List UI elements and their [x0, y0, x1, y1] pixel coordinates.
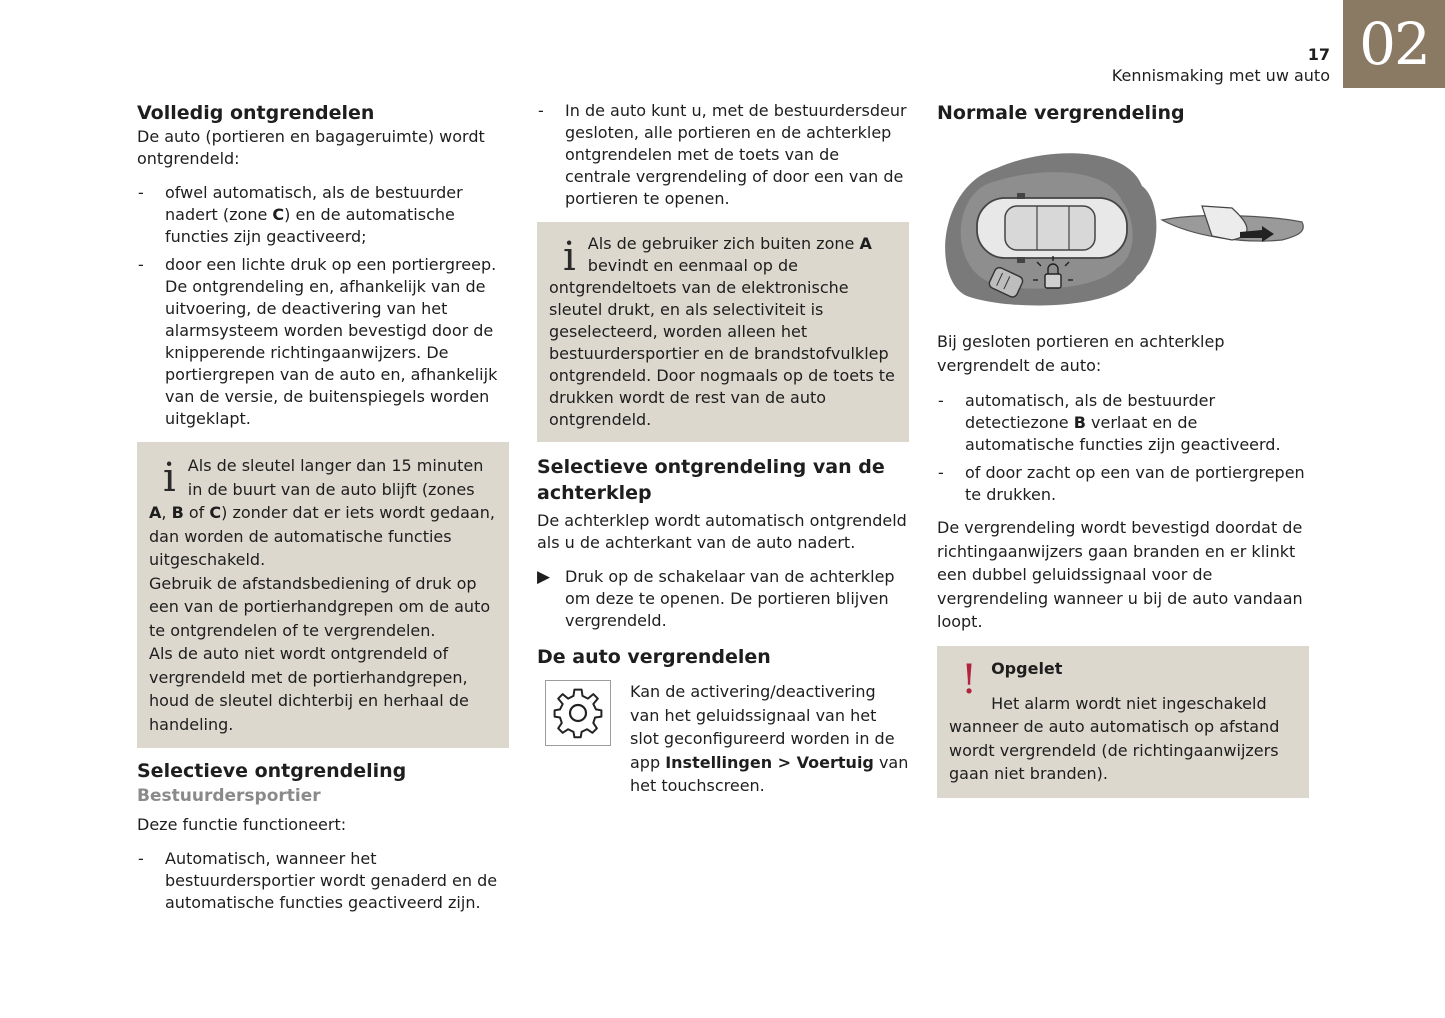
list-item: - In de auto kunt u, met de bestuurdersdeur gesloten, alle portieren en de achterklep ontgrendelen met de toets van de centrale vergrendeling of door een van de portieren te openen. [537, 100, 909, 210]
info-text: Als de gebruiker zich buiten zone A bevindt en eenmaal op de ontgrendeltoets van de elektronische sleutel drukt, en als selectiviteit is geselecteerd, worden alleen het bestuurdersportier en de brandstofvulklep ontgrendeld. Door nogmaals op de toets te drukken wordt de rest van de auto ontgrendeld. [549, 234, 895, 429]
selective-list [137, 848, 509, 914]
gear-icon [545, 680, 611, 746]
warning-title: Opgelet [991, 658, 1063, 678]
warning-box [937, 646, 1309, 798]
info-text: Als de sleutel langer dan 15 minuten in de buurt van de auto blijft (zones A, B of C) zonder dat er iets wordt gedaan, dan worden de automatische functies uitgeschakeld. [149, 456, 495, 569]
heading-normal-lock: Normale vergrendeling [937, 102, 1185, 124]
info-icon: i [563, 234, 576, 280]
info-text: Gebruik de afstandsbediening of druk op een van de portierhandgrepen om de auto te ontgrendelen of te vergrendelen. [149, 573, 491, 640]
chapter-number-tab: 02 [1343, 0, 1445, 88]
page-number: 17 [1307, 45, 1330, 64]
warning-text: Het alarm wordt niet ingeschakeld wanneer de auto automatisch op afstand wordt vergrendeld (de richtingaanwijzers gaan niet branden). [949, 693, 1280, 783]
gear-note [537, 670, 909, 798]
heading-lock-car: De auto vergrendelen [537, 646, 771, 668]
warning-icon: ! [961, 656, 978, 703]
function-text: Deze functie functioneert: [137, 815, 347, 834]
lock-illustration [937, 146, 1309, 306]
normal-lock-intro: Bij gesloten portieren en achterklep vergrendelt de auto: [937, 332, 1225, 375]
column-right [937, 100, 1309, 798]
tailgate-intro: De achterklep wordt automatisch ontgrendeld als u de achterkant van de auto nadert. [537, 511, 907, 552]
info-text: Als de auto niet wordt ontgrendeld of vergrendeld met de portierhandgrepen, houd de sleutel dichterbij en herhaal de handeling. [149, 644, 469, 734]
info-box-selectivity [537, 222, 909, 442]
column-left [137, 100, 509, 914]
interior-unlock-list [537, 100, 909, 210]
subheading-driver-door: Bestuurdersportier [137, 786, 321, 806]
heading-full-unlock: Volledig ontgrendelen [137, 102, 375, 124]
arrow-right-icon: ▶ [537, 567, 551, 587]
heading-tailgate-unlock: Selectieve ontgrendeling van de achterklep [537, 456, 885, 504]
chapter-title: Kennismaking met uw auto [1111, 66, 1330, 85]
list-item: - automatisch, als de bestuurder detectiezone B verlaat en de automatische functies zijn geactiveerd. [937, 390, 1309, 456]
tailgate-instruction: ▶ Druk op de schakelaar van de achterklep om deze te openen. De portieren blijven vergrendeld. [537, 567, 895, 630]
normal-lock-list [937, 390, 1309, 506]
list-item: - Automatisch, wanneer het bestuurdersportier wordt genaderd en de automatische functies geactiveerd zijn. [137, 848, 509, 914]
column-middle [537, 100, 909, 798]
heading-selective-unlock: Selectieve ontgrendeling [137, 760, 407, 782]
gear-note-text: Kan de activering/deactivering van het geluidssignaal van het slot geconfigureerd worden in de app Instellingen > Voertuig van het touchscreen. [630, 682, 909, 795]
list-item: - ofwel automatisch, als de bestuurder nadert (zone C) en de automatische functies zijn geactiveerd; [137, 182, 509, 248]
info-box-key-timeout [137, 442, 509, 748]
car-zone-illustration [937, 146, 1309, 306]
list-item: - door een lichte druk op een portiergreep. De ontgrendeling en, afhankelijk van de uitvoering, de deactivering van het alarmsysteem worden bevestigd door de knipperende richtingaanwijzers. De portiergrepen van de auto en, afhankelijk van de versie, de buitenspiegels worden uitgeklapt. [137, 254, 509, 430]
list-item: - of door zacht op een van de portiergrepen te drukken. [937, 462, 1309, 506]
full-unlock-list [137, 182, 509, 430]
info-icon: i [163, 455, 176, 501]
lock-confirmation: De vergrendeling wordt bevestigd doordat de richtingaanwijzers gaan branden en er klinkt een dubbel geluidssignaal voor de vergrendeling wanneer u bij de auto vandaan loopt. [937, 518, 1303, 631]
full-unlock-intro: De auto (portieren en bagageruimte) wordt ontgrendeld: [137, 127, 485, 168]
